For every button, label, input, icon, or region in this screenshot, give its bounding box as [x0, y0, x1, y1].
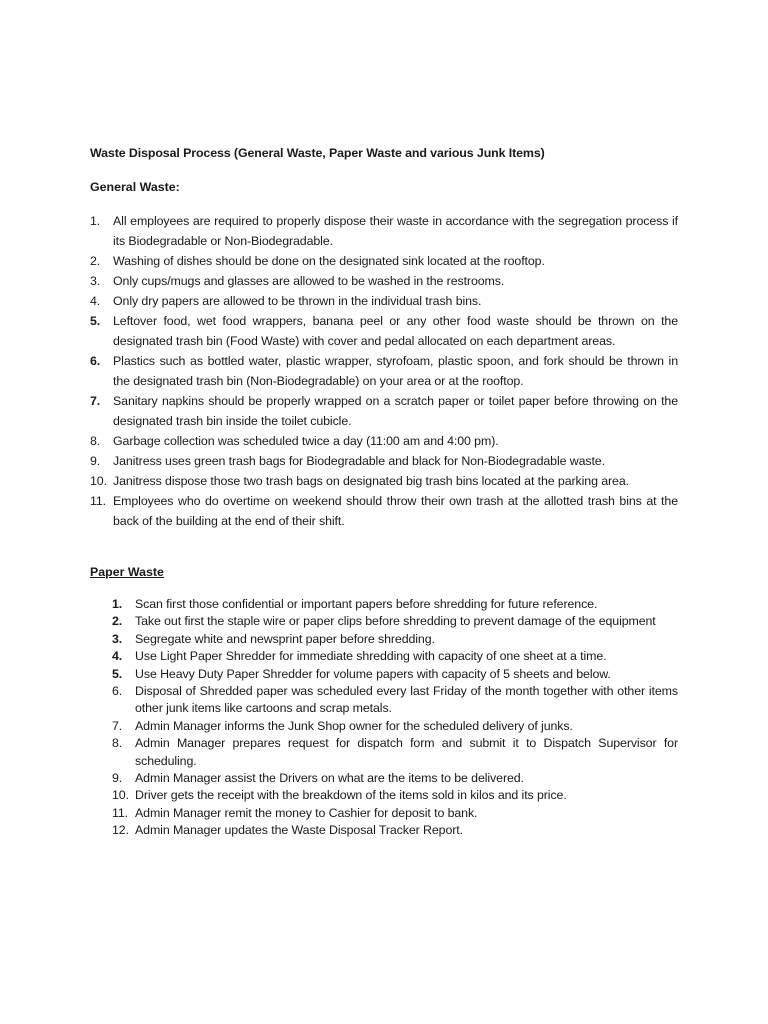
paper-waste-item-number: 3.	[112, 631, 123, 646]
paper-waste-item	[90, 805, 678, 822]
general-waste-item-number: 1.	[90, 214, 101, 228]
paper-waste-item	[90, 822, 678, 839]
paper-waste-item-text: Use Heavy Duty Paper Shredder for volume papers with capacity of 5 sheets and below.	[135, 666, 611, 681]
paper-waste-heading: Paper Waste	[90, 565, 164, 579]
general-waste-item-number: 11.	[90, 494, 107, 508]
paper-waste-item-text: Admin Manager assist the Drivers on what are the items to be delivered.	[135, 771, 524, 786]
general-waste-item-text: Plastics such as bottled water, plastic wrapper, styrofoam, plastic spoon, and fork should be thrown in the designated trash bin (Non-Biodegradable) on your area or at the rooftop.	[113, 354, 678, 388]
paper-waste-item	[90, 648, 678, 665]
paper-waste-item-text: Admin Manager prepares request for dispatch form and submit it to Dispatch Supervisor for scheduling.	[135, 736, 678, 768]
paper-waste-item	[90, 596, 678, 613]
paper-waste-item-text: Take out first the staple wire or paper clips before shredding to prevent damage of the equipment	[135, 614, 656, 629]
paper-waste-item	[90, 735, 678, 770]
general-waste-item	[90, 291, 678, 311]
paper-waste-item-number: 6.	[112, 684, 123, 699]
paper-waste-item-number: 10.	[112, 788, 129, 803]
general-waste-item	[90, 491, 678, 531]
general-waste-item	[90, 431, 678, 451]
general-waste-item-number: 6.	[90, 354, 101, 368]
general-waste-item	[90, 211, 678, 251]
general-waste-item-number: 9.	[90, 454, 101, 468]
paper-waste-item	[90, 631, 678, 648]
general-waste-item	[90, 471, 678, 491]
general-waste-item-number: 5.	[90, 314, 101, 328]
general-waste-item-number: 7.	[90, 394, 101, 408]
paper-waste-item	[90, 770, 678, 787]
paper-waste-list	[90, 596, 678, 840]
general-waste-item	[90, 351, 678, 391]
paper-waste-item-text: Driver gets the receipt with the breakdown of the items sold in kilos and its price.	[135, 788, 567, 803]
paper-waste-item-number: 9.	[112, 771, 123, 786]
paper-waste-item	[90, 666, 678, 683]
general-waste-list	[90, 211, 678, 531]
paper-waste-item-text: Scan first those confidential or important papers before shredding for future reference.	[135, 597, 598, 611]
paper-waste-item-number: 11.	[112, 805, 129, 820]
paper-waste-item-text: Disposal of Shredded paper was scheduled every last Friday of the month together with other items other junk items like cartoons and scrap metals.	[135, 684, 678, 716]
general-waste-item-text: Janitress uses green trash bags for Biodegradable and black for Non-Biodegradable waste.	[113, 454, 605, 468]
general-waste-item-text: Only dry papers are allowed to be thrown in the individual trash bins.	[113, 294, 482, 308]
general-waste-item-text: Sanitary napkins should be properly wrapped on a scratch paper or toilet paper before throwing on the designated trash bin inside the toilet cubicle.	[113, 394, 678, 428]
general-waste-item	[90, 451, 678, 471]
general-waste-item-number: 10.	[90, 474, 107, 488]
general-waste-item	[90, 311, 678, 351]
general-waste-item-text: All employees are required to properly dispose their waste in accordance with the segregation process if its Biodegradable or Non-Biodegradable.	[113, 214, 678, 248]
paper-waste-item	[90, 787, 678, 804]
paper-waste-item	[90, 718, 678, 735]
paper-waste-item-text: Admin Manager updates the Waste Disposal Tracker Report.	[135, 823, 463, 838]
general-waste-item-text: Garbage collection was scheduled twice a day (11:00 am and 4:00 pm).	[113, 434, 499, 448]
paper-waste-item-number: 5.	[112, 666, 123, 681]
document-body	[90, 144, 678, 840]
general-waste-item-text: Janitress dispose those two trash bags on designated big trash bins located at the parking area.	[113, 474, 629, 488]
general-waste-item-number: 2.	[90, 254, 101, 268]
paper-waste-item-text: Admin Manager remit the money to Cashier for deposit to bank.	[135, 805, 478, 820]
paper-waste-item-number: 1.	[112, 597, 123, 611]
general-waste-item-text: Only cups/mugs and glasses are allowed to be washed in the restrooms.	[113, 274, 505, 288]
general-waste-item-text: Washing of dishes should be done on the designated sink located at the rooftop.	[113, 254, 545, 268]
document-title: Waste Disposal Process (General Waste, Paper Waste and various Junk Items)	[90, 146, 545, 160]
general-waste-item	[90, 391, 678, 431]
paper-waste-item-number: 4.	[112, 649, 123, 664]
general-waste-item	[90, 271, 678, 291]
paper-waste-item-text: Segregate white and newsprint paper before shredding.	[135, 631, 435, 646]
paper-waste-item-number: 12.	[112, 823, 129, 838]
paper-waste-item	[90, 683, 678, 718]
paper-waste-item-number: 8.	[112, 736, 123, 751]
paper-waste-item-text: Admin Manager informs the Junk Shop owner for the scheduled delivery of junks.	[135, 718, 573, 733]
general-waste-item	[90, 251, 678, 271]
paper-waste-item	[90, 613, 678, 630]
general-waste-item-number: 3.	[90, 274, 101, 288]
general-waste-item-text: Employees who do overtime on weekend should throw their own trash at the allotted trash bins at the back of the building at the end of their shift.	[113, 494, 678, 528]
paper-waste-item-number: 2.	[112, 614, 123, 629]
general-waste-item-number: 4.	[90, 294, 101, 308]
general-waste-item-text: Leftover food, wet food wrappers, banana peel or any other food waste should be thrown on the designated trash bin (Food Waste) with cover and pedal allocated on each department areas.	[113, 314, 678, 348]
general-waste-heading: General Waste:	[90, 180, 180, 194]
general-waste-item-number: 8.	[90, 434, 101, 448]
paper-waste-item-text: Use Light Paper Shredder for immediate shredding with capacity of one sheet at a time.	[135, 649, 607, 664]
paper-waste-item-number: 7.	[112, 718, 123, 733]
